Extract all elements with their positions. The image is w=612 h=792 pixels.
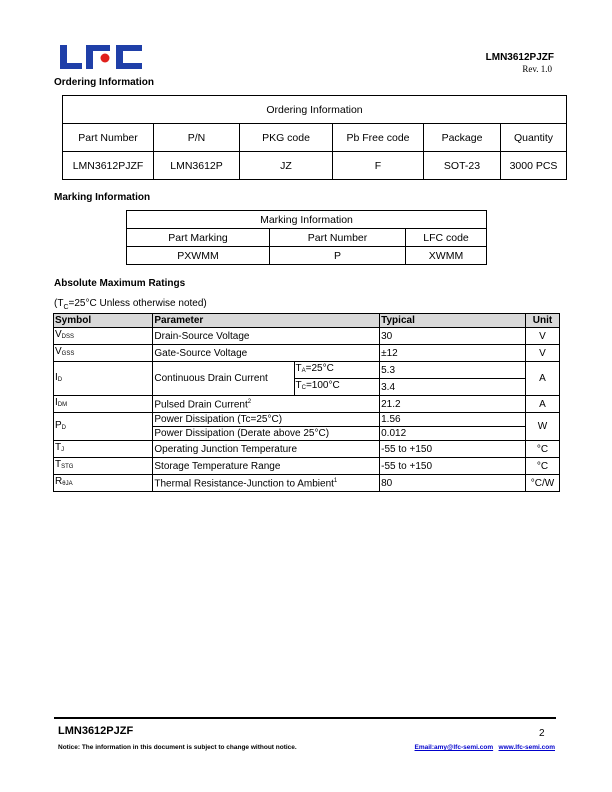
value-cell: -55 to +150 [380, 458, 526, 475]
table-cell: F [333, 152, 424, 180]
table-row [54, 362, 560, 379]
table-cell: PXWMM [127, 247, 270, 265]
value-cell: 5.3 [380, 362, 526, 379]
value-cell: ±12 [380, 345, 526, 362]
table-row [54, 328, 560, 345]
parameter-cell: Drain-Source Voltage [153, 328, 380, 345]
unit-cell: W [526, 413, 560, 441]
table-row [63, 124, 567, 152]
table-cell: XWMM [406, 247, 487, 265]
table-header-row [54, 314, 560, 328]
unit-cell: A [526, 396, 560, 413]
table-row [54, 458, 560, 475]
header-parameter: Parameter [153, 314, 380, 328]
table-header: LFC code [406, 229, 487, 247]
symbol-cell: $R_{\theta JA}$ [54, 475, 153, 492]
table-cell: P [270, 247, 406, 265]
parameter-cell: Storage Temperature Range [153, 458, 380, 475]
footer-links [415, 744, 555, 751]
symbol-cell: $I_{DM}$ [54, 396, 153, 413]
unit-cell: °C [526, 441, 560, 458]
email-link[interactable]: Email:amy@lfc-semi.com [414, 744, 494, 751]
table-row [63, 152, 567, 180]
unit-cell: A [526, 362, 560, 396]
table-row [54, 396, 560, 413]
unit-cell: °C [526, 458, 560, 475]
website-link[interactable]: www.lfc-semi.com [498, 744, 555, 751]
table-cell: LMN3612PJZF [63, 152, 154, 180]
footer-part-number: LMN3612PJZF [58, 725, 134, 737]
ordering-table-title: Ordering Information [63, 96, 567, 124]
value-cell: 21.2 [380, 396, 526, 413]
table-header: PKG code [240, 124, 333, 152]
marking-table [126, 210, 487, 265]
parameter-cell: Pulsed Drain Current$^2$ [153, 396, 380, 413]
value-cell: 30 [380, 328, 526, 345]
table-row [127, 229, 487, 247]
ratings-table [53, 313, 560, 492]
header-unit: Unit [526, 314, 560, 328]
unit-cell: V [526, 328, 560, 345]
table-row [54, 345, 560, 362]
table-header: Part Number [270, 229, 406, 247]
table-cell: JZ [240, 152, 333, 180]
lfc-logo [58, 44, 144, 70]
value-cell: 1.56 [380, 413, 526, 427]
unit-cell: V [526, 345, 560, 362]
symbol-cell: $V_{GSS}$ [54, 345, 153, 362]
ratings-section-title: Absolute Maximum Ratings [54, 278, 186, 289]
parameter-cell: Power Dissipation (Derate above 25°C) [153, 427, 380, 441]
condition-cell: $T_A=25^\circ C$ [294, 362, 380, 379]
table-row [54, 441, 560, 458]
value-cell: 0.012 [380, 427, 526, 441]
header-part-number: LMN3612PJZF [485, 52, 554, 63]
parameter-cell: Operating Junction Temperature [153, 441, 380, 458]
symbol-cell: $P_D$ [54, 413, 153, 441]
page-number: 2 [539, 728, 545, 739]
table-cell: LMN3612P [154, 152, 240, 180]
table-row [54, 413, 560, 427]
table-header: Part Marking [127, 229, 270, 247]
ordering-table [62, 95, 567, 180]
condition-cell: $T_C=100^\circ C$ [294, 379, 380, 396]
table-header: Pb Free code [333, 124, 424, 152]
marking-section-title: Marking Information [54, 192, 151, 203]
table-row [54, 475, 560, 492]
table-row [127, 247, 487, 265]
table-header: Package [424, 124, 501, 152]
table-cell: SOT-23 [424, 152, 501, 180]
parameter-cell: Thermal Resistance-Junction to Ambient$^1$ [153, 475, 380, 492]
table-cell: 3000 PCS [501, 152, 567, 180]
parameter-cell: Gate-Source Voltage [153, 345, 380, 362]
symbol-cell: $T_J$ [54, 441, 153, 458]
symbol-cell: $T_{STG}$ [54, 458, 153, 475]
symbol-cell: $I_D$ [54, 362, 153, 396]
symbol-cell: $V_{DSS}$ [54, 328, 153, 345]
unit-cell: °C/W [526, 475, 560, 492]
table-header: Part Number [63, 124, 154, 152]
header-typical: Typical [380, 314, 526, 328]
value-cell: 3.4 [380, 379, 526, 396]
parameter-cell: Continuous Drain Current [153, 362, 294, 396]
ordering-section-title: Ordering Information [54, 77, 154, 88]
ratings-condition-note: ($T_C=25^\circ C$ Unless otherwise noted) [54, 298, 207, 311]
value-cell: 80 [380, 475, 526, 492]
header-revision: Rev. 1.0 [522, 64, 552, 74]
value-cell: -55 to +150 [380, 441, 526, 458]
table-header: P/N [154, 124, 240, 152]
table-header: Quantity [501, 124, 567, 152]
header-symbol: Symbol [54, 314, 153, 328]
marking-table-title: Marking Information [127, 211, 487, 229]
footer-notice: Notice: The information in this document is subject to change without notice. [58, 744, 297, 751]
footer-divider [54, 717, 556, 719]
parameter-cell: Power Dissipation (Tc=25°C) [153, 413, 380, 427]
